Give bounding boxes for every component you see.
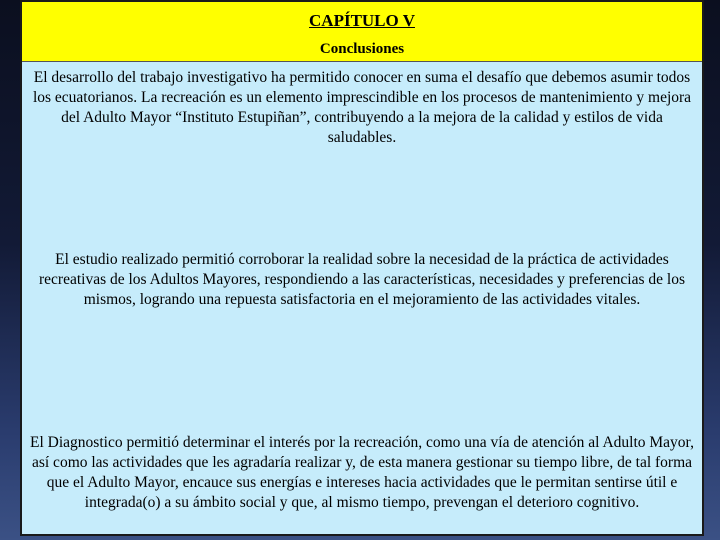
conclusions-body [22, 62, 702, 536]
conclusion-paragraph-3: El Diagnostico permitió determinar el interés por la recreación, como una vía de atención al Adulto Mayor, así como las actividades que les agradaría realizar y, de esta manera gestionar su tiempo libre, de tal forma que el Adulto Mayor, encauce sus energías e intereses hacia actividades que le permitan sentirse útil e integrada(o) a su ámbito social y que, al mismo tiempo, prevengan el deterioro cognitivo. [30, 434, 694, 511]
chapter-title: CAPÍTULO V [309, 11, 415, 30]
conclusion-paragraph-1: El desarrollo del trabajo investigativo ha permitido conocer en suma el desafío que debemos asumir todos los ecuatorianos. La recreación es un elemento imprescindible en los procesos de mantenimiento y mejora del Adulto Mayor “Instituto Estupiñan”, contribuyendo a la mejora de la calidad y estilos de vida saludables. [32, 69, 692, 146]
slide-frame [20, 0, 704, 536]
section-subtitle: Conclusiones [319, 41, 405, 57]
chapter-header [22, 2, 702, 62]
conclusion-paragraph-2: El estudio realizado permitió corroborar la realidad sobre la necesidad de la práctica de actividades recreativas de los Adultos Mayores, respondiendo a las características, necesidades y preferencias de los mismos, logrando una repuesta satisfactoria en el mejoramiento de las actividades vitales. [38, 251, 685, 308]
